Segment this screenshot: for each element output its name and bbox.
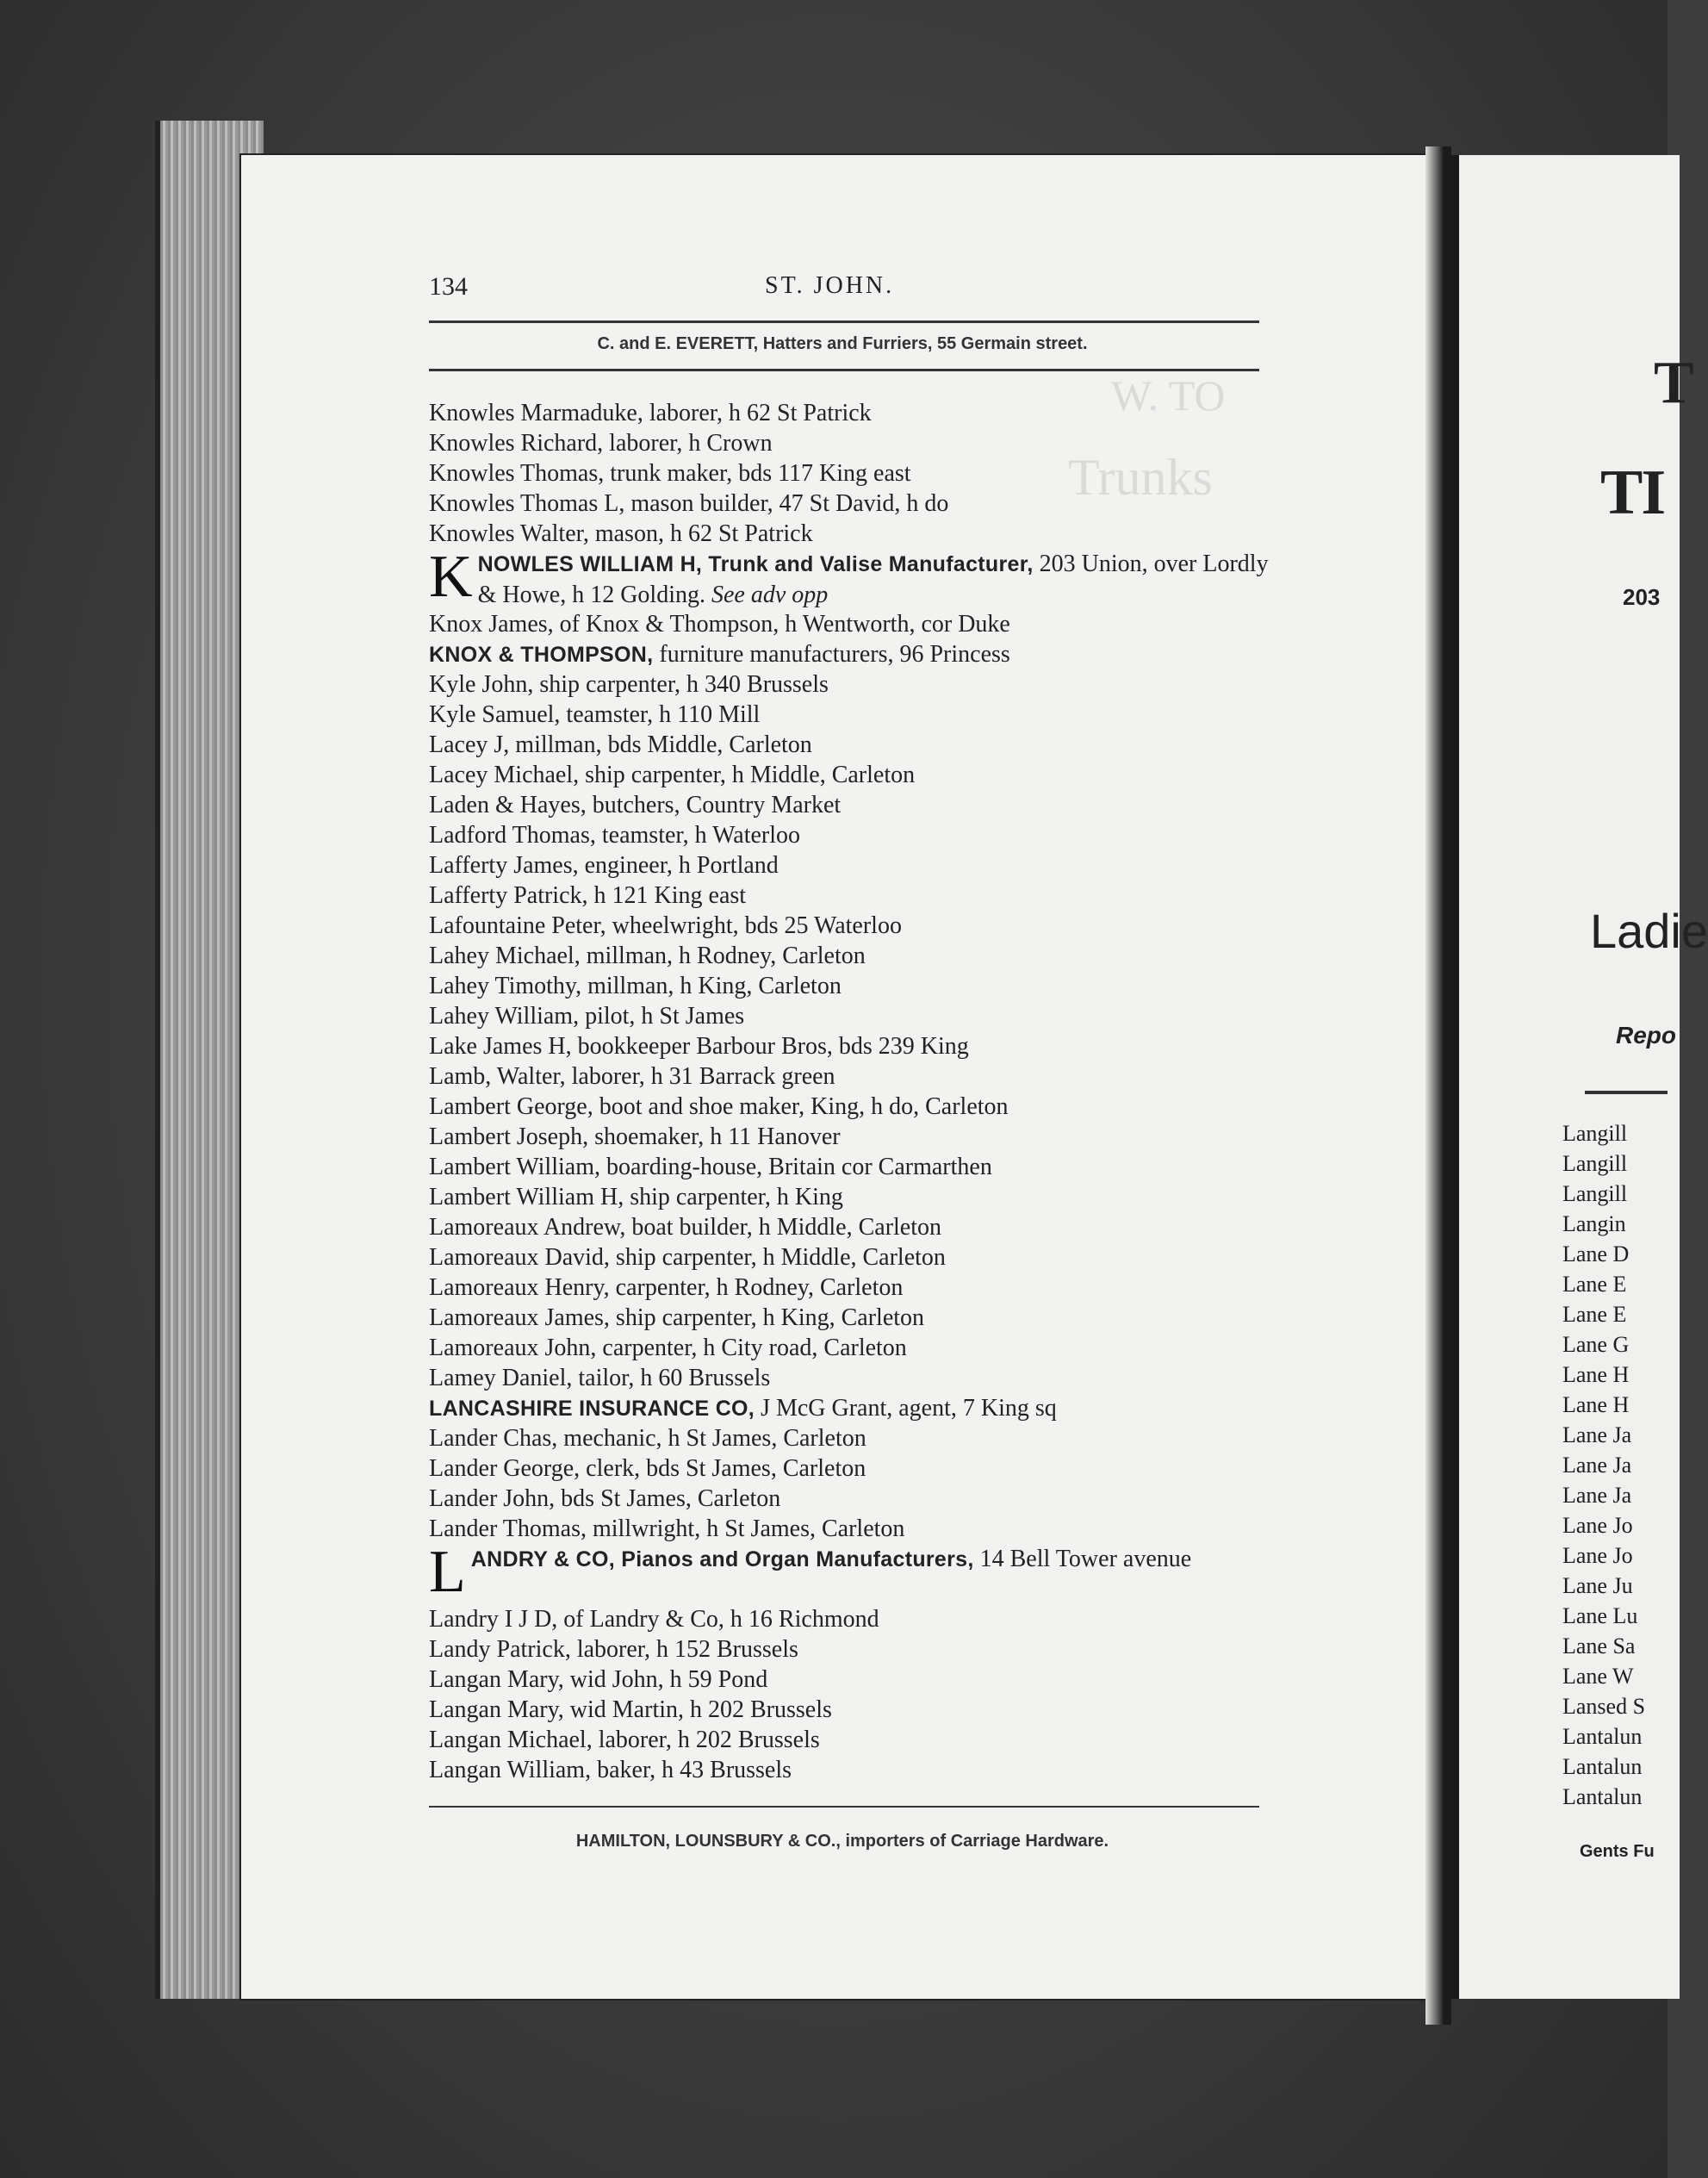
entry-text: Knox James, of Knox & Thompson, h Wentworth, cor Duke bbox=[429, 611, 1010, 638]
right-page-entry: Langill bbox=[1562, 1151, 1628, 1176]
entry-text: Lander Thomas, millwright, h St James, Carleton bbox=[429, 1515, 905, 1542]
directory-entry bbox=[429, 544, 1273, 610]
right-page-rule bbox=[1585, 1091, 1668, 1094]
header-rule-bottom bbox=[429, 369, 1259, 371]
entry-text: Lahey William, pilot, h St James bbox=[429, 1003, 745, 1030]
right-page-entry: Lane Sa bbox=[1562, 1634, 1636, 1658]
entry-text: Lake James H, bookkeeper Barbour Bros, bds 239 King bbox=[429, 1033, 969, 1060]
show-through-ghost: W. TO bbox=[1111, 371, 1226, 420]
directory-entry bbox=[429, 669, 1273, 700]
directory-entry bbox=[429, 639, 1273, 669]
right-page-repo-fragment: Repo bbox=[1616, 1022, 1676, 1049]
directory-entry bbox=[429, 1725, 1273, 1755]
directory-entry bbox=[429, 790, 1273, 820]
entry-text: Kyle John, ship carpenter, h 340 Brussels bbox=[429, 671, 829, 698]
directory-entry bbox=[429, 1514, 1273, 1544]
entry-text: Lamb, Walter, laborer, h 31 Barrack green bbox=[429, 1063, 835, 1090]
right-page-entry: Lane E bbox=[1562, 1302, 1627, 1327]
entry-text: Lamoreaux Andrew, boat builder, h Middle, Carleton bbox=[429, 1214, 942, 1241]
right-page-entry: Langin bbox=[1562, 1211, 1626, 1236]
directory-entry bbox=[429, 1604, 1273, 1634]
directory-entry bbox=[429, 398, 1273, 428]
directory-entry bbox=[429, 1242, 1273, 1273]
directory-entries bbox=[429, 398, 1273, 1785]
directory-entry bbox=[429, 850, 1273, 881]
entry-text: Lambert George, boot and shoe maker, King, h do, Carleton bbox=[429, 1093, 1009, 1120]
entry-text: Langan Mary, wid Martin, h 202 Brussels bbox=[429, 1696, 832, 1723]
directory-entry bbox=[429, 1333, 1273, 1363]
entry-text: Ladford Thomas, teamster, h Waterloo bbox=[429, 822, 801, 849]
directory-entry bbox=[429, 760, 1273, 790]
entry-details: 203 Union, over Lordly & Howe, h 12 Golding. bbox=[477, 551, 1269, 608]
directory-entry bbox=[429, 1273, 1273, 1303]
directory-entry bbox=[429, 1453, 1273, 1484]
entry-text: Lacey Michael, ship carpenter, h Middle, Carleton bbox=[429, 762, 916, 788]
right-page-entry: Lane W bbox=[1562, 1664, 1634, 1689]
right-page-entry: Lantalun bbox=[1562, 1724, 1643, 1749]
entry-text: Landy Patrick, laborer, h 152 Brussels bbox=[429, 1636, 798, 1663]
entry-text: Knowles Thomas L, mason builder, 47 St David, h do bbox=[429, 490, 949, 517]
directory-entry bbox=[429, 820, 1273, 850]
right-page-heading-fragment: T bbox=[1654, 350, 1694, 416]
directory-entry bbox=[429, 1393, 1273, 1423]
entry-text: Knowles Walter, mason, h 62 St Patrick bbox=[429, 520, 813, 547]
directory-entry bbox=[429, 881, 1273, 911]
directory-entry bbox=[429, 730, 1273, 760]
directory-entry bbox=[429, 1212, 1273, 1242]
entry-text: Lafferty Patrick, h 121 King east bbox=[429, 882, 747, 909]
entry-business-name: KNOX & THOMPSON, bbox=[429, 643, 654, 667]
drop-cap-letter: K bbox=[429, 544, 473, 610]
directory-entry bbox=[429, 1484, 1273, 1514]
right-page-entry: Lane Lu bbox=[1562, 1603, 1638, 1628]
entry-text: Lamoreaux David, ship carpenter, h Middle, Carleton bbox=[429, 1244, 946, 1271]
entry-text: Lambert William, boarding-house, Britain cor Carmarthen bbox=[429, 1154, 992, 1180]
entry-text: Lahey Timothy, millman, h King, Carleton bbox=[429, 973, 842, 999]
entry-text: Knowles Marmaduke, laborer, h 62 St Patrick bbox=[429, 400, 872, 426]
entry-text: Knowles Thomas, trunk maker, bds 117 King east bbox=[429, 460, 911, 487]
entry-details: furniture manufacturers, 96 Princess bbox=[653, 641, 1010, 668]
entry-text: Lander John, bds St James, Carleton bbox=[429, 1485, 781, 1512]
entry-details: 14 Bell Tower avenue bbox=[973, 1546, 1192, 1572]
directory-entry bbox=[429, 1755, 1273, 1785]
entry-business-name: ANDRY & CO, Pianos and Organ Manufacturers, bbox=[470, 1547, 974, 1571]
directory-entry bbox=[429, 609, 1273, 639]
right-page-entry: Lane Jo bbox=[1562, 1513, 1633, 1538]
entry-text: Lamoreaux James, ship carpenter, h King, Carleton bbox=[429, 1304, 925, 1331]
entry-text: Lander Chas, mechanic, h St James, Carleton bbox=[429, 1425, 866, 1452]
right-page-entry: Langill bbox=[1562, 1121, 1628, 1146]
right-page-entry: Lane G bbox=[1562, 1332, 1630, 1357]
header-rule-top bbox=[429, 320, 1259, 323]
directory-entry bbox=[429, 1695, 1273, 1725]
page-header bbox=[429, 272, 1256, 310]
right-page-entry: Lantalun bbox=[1562, 1754, 1643, 1779]
right-page-footer-fragment: Gents Fu bbox=[1580, 1842, 1655, 1861]
directory-entry bbox=[429, 1152, 1273, 1182]
entry-text: Landry I J D, of Landry & Co, h 16 Richmond bbox=[429, 1606, 879, 1633]
directory-entry bbox=[429, 1363, 1273, 1393]
directory-entry bbox=[429, 1634, 1273, 1665]
right-page-entry: Lane Ja bbox=[1562, 1453, 1632, 1478]
entry-text: Laden & Hayes, butchers, Country Market bbox=[429, 792, 842, 818]
entry-text: Kyle Samuel, teamster, h 110 Mill bbox=[429, 701, 761, 728]
entry-text: Lamey Daniel, tailor, h 60 Brussels bbox=[429, 1365, 771, 1391]
entry-text: Langan Michael, laborer, h 202 Brussels bbox=[429, 1727, 820, 1753]
directory-entry bbox=[429, 700, 1273, 730]
page-number: 134 bbox=[429, 272, 468, 301]
entry-text: Lambert Joseph, shoemaker, h 11 Hanover bbox=[429, 1123, 841, 1150]
directory-entry bbox=[429, 1303, 1273, 1333]
directory-entry bbox=[429, 428, 1273, 458]
directory-entry bbox=[429, 1182, 1273, 1212]
drop-cap-letter: L bbox=[429, 1539, 466, 1605]
right-page-entry: Langill bbox=[1562, 1181, 1628, 1206]
entry-text: Lander George, clerk, bds St James, Carleton bbox=[429, 1455, 866, 1482]
directory-entry bbox=[429, 1122, 1273, 1152]
page-title: ST. JOHN. bbox=[765, 272, 895, 299]
entry-text: Lamoreaux Henry, carpenter, h Rodney, Carleton bbox=[429, 1274, 904, 1301]
directory-entry bbox=[429, 1031, 1273, 1061]
right-page-entry: Lane E bbox=[1562, 1272, 1627, 1297]
entry-text: Lafountaine Peter, wheelwright, bds 25 Waterloo bbox=[429, 912, 902, 939]
footer-advert-banner: HAMILTON, LOUNSBURY & CO., importers of Carriage Hardware. bbox=[575, 1832, 1109, 1851]
show-through-ghost: Trunks bbox=[1068, 449, 1213, 506]
directory-entry bbox=[429, 519, 1273, 549]
directory-entry bbox=[429, 971, 1273, 1001]
right-page-entry: Lane Ja bbox=[1562, 1483, 1632, 1508]
directory-entry bbox=[429, 488, 1273, 519]
directory-entry bbox=[429, 1423, 1273, 1453]
footer-rule bbox=[429, 1806, 1259, 1808]
right-page-entry: Lane Ju bbox=[1562, 1573, 1633, 1598]
right-page-entry: Lantalun bbox=[1562, 1784, 1643, 1809]
right-page-entry: Lane D bbox=[1562, 1241, 1630, 1266]
right-page-entry: Lane H bbox=[1562, 1392, 1630, 1417]
entry-text: Lacey J, millman, bds Middle, Carleton bbox=[429, 731, 812, 758]
entry-text: Knowles Richard, laborer, h Crown bbox=[429, 430, 773, 457]
entry-text: Lamoreaux John, carpenter, h City road, Carleton bbox=[429, 1335, 907, 1361]
entry-details: J McG Grant, agent, 7 King sq bbox=[755, 1395, 1057, 1422]
right-page-entry: Lane Jo bbox=[1562, 1543, 1633, 1568]
entry-text: Langan William, baker, h 43 Brussels bbox=[429, 1757, 792, 1783]
right-page-entry: Lane Ja bbox=[1562, 1422, 1632, 1447]
right-page-big-letters: TI bbox=[1600, 457, 1665, 528]
right-page-address-fragment: 203 bbox=[1623, 584, 1661, 610]
entry-business-name: LANCASHIRE INSURANCE CO, bbox=[429, 1397, 755, 1421]
entry-text: Lahey Michael, millman, h Rodney, Carleton bbox=[429, 943, 866, 969]
right-page-entry: Lansed S bbox=[1562, 1694, 1646, 1719]
right-page-entry-list bbox=[1562, 1118, 1645, 1812]
right-page-entry: Lane H bbox=[1562, 1362, 1630, 1387]
entry-business-name: NOWLES WILLIAM H, Trunk and Valise Manufacturer, bbox=[477, 552, 1034, 576]
directory-entry bbox=[429, 941, 1273, 971]
directory-entry bbox=[429, 1001, 1273, 1031]
directory-entry bbox=[429, 1092, 1273, 1122]
directory-entry bbox=[429, 458, 1273, 488]
header-advert-banner: C. and E. EVERETT, Hatters and Furriers, 55 Germain street. bbox=[597, 334, 1088, 353]
entry-text: Lafferty James, engineer, h Portland bbox=[429, 852, 779, 879]
directory-entry bbox=[429, 911, 1273, 941]
right-page-ladies-fragment: Ladie bbox=[1590, 904, 1708, 958]
directory-entry bbox=[429, 1539, 1273, 1605]
directory-entry bbox=[429, 1665, 1273, 1695]
entry-text: Langan Mary, wid John, h 59 Pond bbox=[429, 1666, 768, 1693]
directory-entry bbox=[429, 1061, 1273, 1092]
entry-text: Lambert William H, ship carpenter, h King bbox=[429, 1184, 843, 1210]
entry-advert-reference: See adv opp bbox=[705, 582, 829, 608]
